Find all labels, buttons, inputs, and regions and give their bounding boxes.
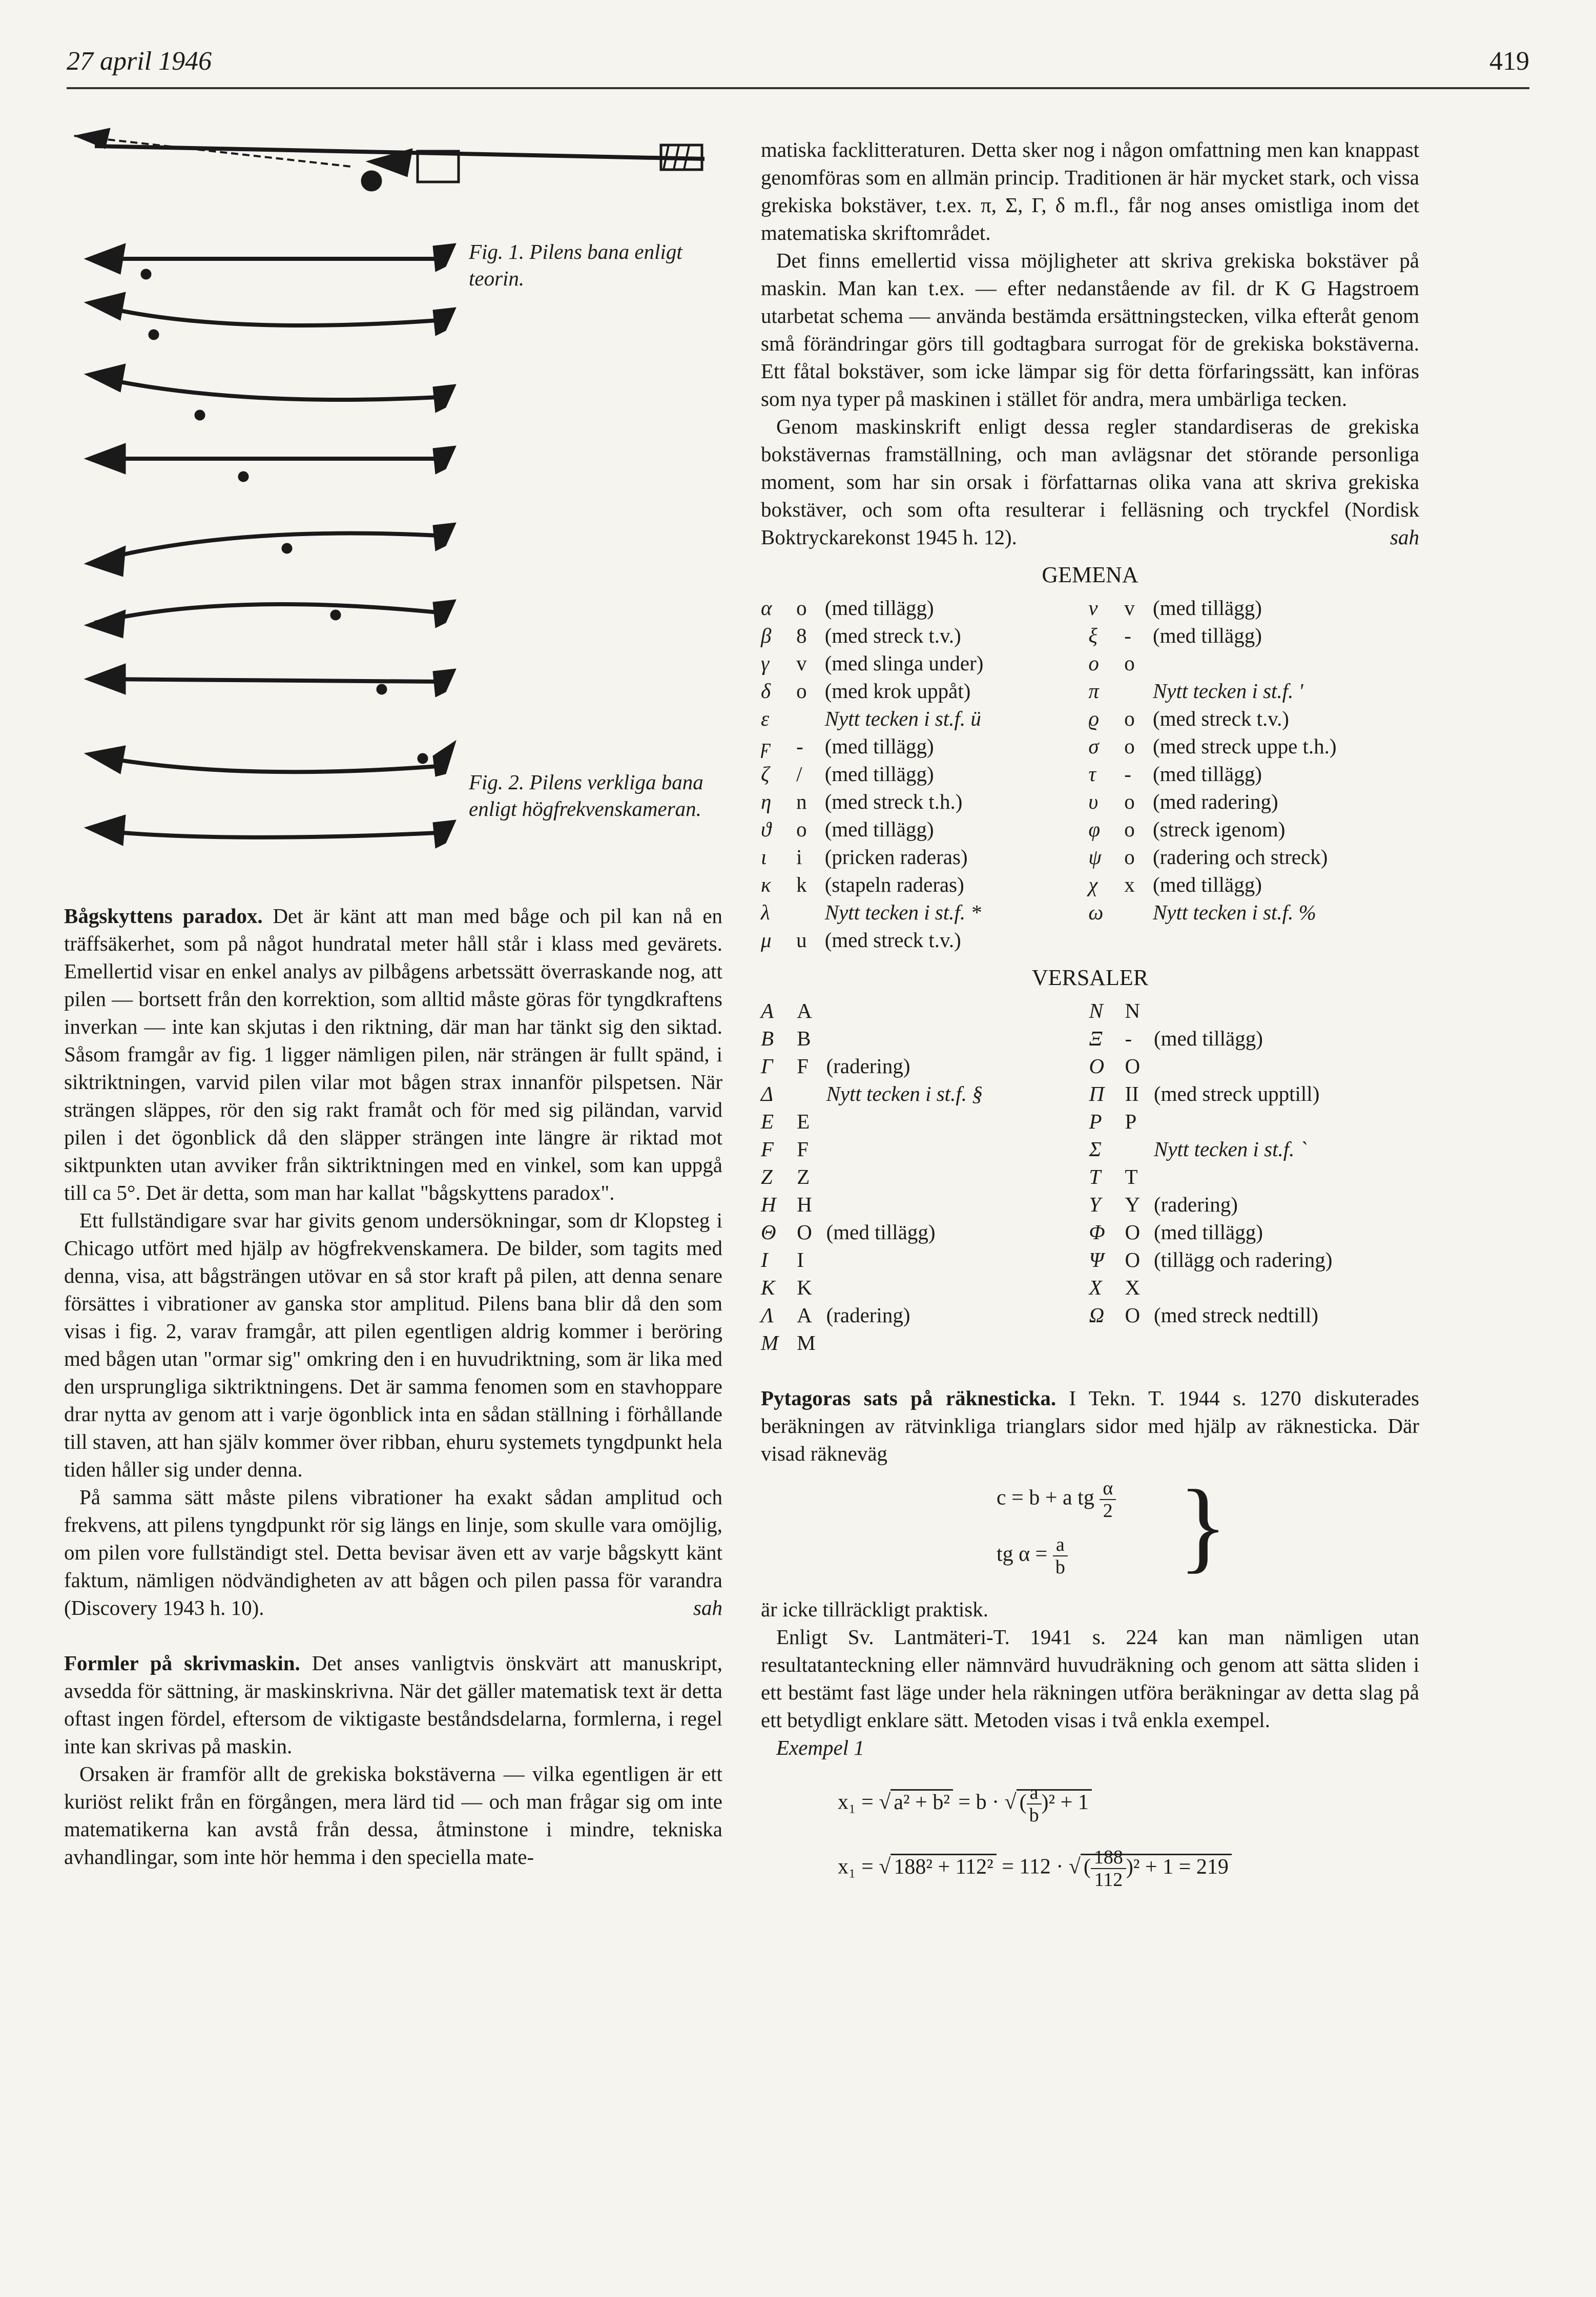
greek-symbol: ϱ	[1088, 707, 1100, 730]
greek-symbol: ι	[761, 845, 767, 869]
greek-symbol: γ	[761, 651, 770, 675]
replacement-note	[1153, 649, 1419, 677]
eq-text: ² + 1 = 219	[1133, 1855, 1229, 1879]
replacement-char: n	[796, 790, 807, 813]
replacement-note: (med tillägg)	[824, 817, 934, 841]
letter-row	[761, 788, 1419, 815]
replacement-char: v	[796, 651, 807, 675]
formula-text: tg α =	[997, 1542, 1048, 1566]
replacement-char: F	[797, 1137, 809, 1161]
replacement-note	[826, 1246, 1089, 1274]
replacement-char: -	[1124, 762, 1131, 786]
eq-root-frac: ( $\frac{188}{112}$ )² + 1 = 219	[1081, 1854, 1232, 1879]
page-header	[67, 46, 1529, 89]
replacement-char: K	[797, 1276, 812, 1299]
fraction-denominator: b	[1029, 1804, 1039, 1826]
paragraph-with-signature	[64, 1483, 722, 1622]
greek-symbol: Λ	[761, 1303, 774, 1327]
replacement-note: Nytt tecken i st.f. `	[1154, 1137, 1307, 1161]
replacement-note: (streck igenom)	[1152, 817, 1286, 841]
fig2-center-dots	[149, 330, 428, 764]
replacement-note: (radering och streck)	[1152, 845, 1328, 869]
replacement-note: (tillägg och radering)	[1154, 1248, 1333, 1271]
replacement-note: (med tillägg)	[1152, 624, 1262, 647]
greek-symbol: Ω	[1089, 1303, 1105, 1327]
paragraph-text: I Tekn. T. 1944 s. 1270 diskuterades beräkningen av rätvinkliga trianglars sidor med hjälp av räknesticka. Där visad räkneväg	[761, 1386, 1420, 1465]
greek-symbol: ω	[1088, 900, 1104, 924]
replacement-char: P	[1125, 1110, 1137, 1133]
author-signature: sah	[693, 1596, 722, 1619]
greek-symbol: Χ	[1089, 1276, 1102, 1299]
greek-symbol: φ	[1088, 817, 1101, 841]
letter-row	[761, 815, 1419, 843]
greek-symbol: ϑ	[761, 817, 772, 841]
replacement-note	[826, 1274, 1089, 1301]
replacement-note	[826, 1191, 1089, 1218]
replacement-char: II	[1125, 1082, 1139, 1105]
replacement-char: B	[797, 1027, 811, 1050]
replacement-char: O	[1125, 1303, 1141, 1327]
letter-row	[761, 1329, 1419, 1357]
greek-symbol: υ	[1088, 790, 1098, 813]
replacement-char	[797, 1080, 826, 1108]
replacement-char	[1124, 898, 1153, 926]
greek-symbol: Φ	[1089, 1220, 1105, 1244]
letter-row	[761, 1080, 1419, 1108]
equation-1: x₁ = √ a² + b² = b · √ ( $\frac{a}{b}$ )² + 1	[838, 1782, 1419, 1826]
issue-date: 27 april 1946	[67, 47, 212, 76]
letter-row	[761, 1108, 1419, 1135]
greek-symbol: Ψ	[1089, 1248, 1104, 1271]
replacement-note: (med streck t.v.)	[1152, 707, 1289, 730]
letter-row	[761, 622, 1419, 649]
fig1-bow-arrow-drawing	[74, 128, 704, 191]
fraction-denominator: b	[1055, 1556, 1065, 1578]
replacement-char: T	[1125, 1165, 1138, 1188]
replacement-char: X	[1125, 1276, 1141, 1299]
greek-symbol: Σ	[1089, 1137, 1102, 1161]
page-number: 419	[1489, 47, 1529, 76]
greek-symbol: δ	[761, 679, 771, 703]
greek-symbol: ε	[761, 707, 770, 730]
greek-symbol: κ	[761, 873, 771, 896]
replacement-note: (med tillägg)	[1152, 762, 1262, 786]
greek-symbol: Ξ	[1089, 1027, 1103, 1050]
replacement-char: o	[796, 817, 807, 841]
greek-symbol: σ	[1088, 734, 1099, 758]
replacement-char: u	[796, 928, 807, 952]
replacement-char	[1124, 677, 1153, 705]
greek-symbol	[1088, 926, 1124, 954]
paragraph-pytagoras	[761, 1384, 1419, 1467]
paragraph: Ett fullständigare svar har givits genom undersökningar, som dr Klopsteg i Chicago utfört med hjälp av högfrekvenskamera. De bilder, som tagits med denna, visa, att bågsträngen utövar en så stor kraft på pilen, att denna senare försättes i vibrationer av ganska stor amplitud. Pilens bana blir då den som visas i fig. 2, varav framgår, att pilen egentligen aldrig kommer i beröring med bågen utan "ormar sig" omkring den i en huvudriktning, som är lika med den ursprungliga siktriktningens. Det är samma fenomen som en stavhoppare drar nytta av genom att i varje ögonblick inta en sådan ställning i förhållande till staven, att han själv kommer över ribban, ehuru systemets tyngdpunkt hela tiden håller sig under denna.	[64, 1208, 722, 1481]
eq-root-frac: ( $\frac{a}{b}$ )² + 1	[1017, 1789, 1092, 1814]
replacement-note	[826, 1163, 1089, 1191]
replacement-char	[1124, 926, 1153, 954]
greek-symbol: α	[761, 596, 772, 620]
letter-row	[761, 705, 1419, 732]
replacement-note	[826, 1024, 1089, 1052]
replacement-char: F	[797, 1054, 809, 1078]
eq-text: x₁ =	[838, 1855, 879, 1879]
replacement-note: (med tillägg)	[824, 596, 934, 620]
eq-root: a² + b²	[890, 1789, 953, 1814]
replacement-char: o	[1124, 734, 1135, 758]
fraction-numerator: α	[1100, 1478, 1116, 1500]
replacement-char: o	[796, 596, 807, 620]
replacement-char: H	[797, 1193, 812, 1216]
letter-row	[761, 1024, 1419, 1052]
replacement-char: i	[796, 845, 802, 869]
replacement-char: o	[1124, 845, 1135, 869]
formula-fraction	[1100, 1478, 1116, 1522]
fig2-caption: Fig. 2. Pilens verkliga bana enligt högfrekvenskameran.	[469, 770, 703, 821]
greek-symbol: Υ	[1089, 1193, 1101, 1216]
replacement-note	[826, 997, 1089, 1024]
replacement-note	[826, 1108, 1089, 1135]
paragraph-text: Det anses vanligtvis önskvärt att manuskript, avsedda för sättning, är maskinskrivna. När det gäller matematisk text är detta oftast ingen fördel, eftersom de viktigaste beståndsdelarna, formlerna, i regel inte kan skrivas på maskin.	[64, 1651, 722, 1758]
fraction-numerator: a	[1027, 1782, 1042, 1804]
replacement-note: (med streck upptill)	[1154, 1082, 1320, 1105]
replacement-char: o	[1124, 790, 1135, 813]
fig1-arrow-path	[85, 243, 456, 279]
formula-line-2	[997, 1534, 1068, 1578]
right-column	[761, 136, 1419, 1911]
replacement-char	[796, 898, 825, 926]
greek-symbol: η	[761, 790, 772, 813]
letter-row	[761, 1246, 1419, 1274]
eq-text: ² + 1	[1048, 1790, 1089, 1814]
letter-row	[761, 843, 1419, 871]
greek-symbol: ξ	[1088, 624, 1097, 647]
replacement-note	[1154, 1108, 1419, 1135]
fig2-arrow-paths	[95, 305, 438, 837]
greek-symbol: Ε	[761, 1110, 774, 1133]
greek-symbol: Α	[761, 999, 774, 1022]
paragraph: Orsaken är framför allt de grekiska bokstäverna — vilka egentligen är ett kuriöst relikt från en förgången, mera lärd tid — och man frågar sig om inte matematikerna kan avstå från dessa, åtminstone i mindre, tekniska avhandlingar, som inte hör hemma i den speciella mate-	[64, 1762, 722, 1869]
replacement-note: Nytt tecken i st.f. ü	[824, 707, 981, 730]
replacement-note: (med tillägg)	[824, 734, 934, 758]
replacement-char: /	[796, 762, 802, 786]
greek-symbol: ψ	[1088, 845, 1102, 869]
eq-text: = b ·	[952, 1790, 1005, 1814]
versaler-table	[761, 997, 1419, 1357]
replacement-note: (radering)	[1154, 1193, 1238, 1216]
replacement-note: (med radering)	[1152, 790, 1278, 813]
versaler-title: VERSALER	[1031, 965, 1149, 990]
letter-row	[761, 1135, 1419, 1163]
replacement-note	[1154, 1274, 1419, 1301]
letter-row	[761, 1218, 1419, 1246]
replacement-note: (med streck t.v.)	[824, 624, 961, 647]
replacement-char: 8	[796, 624, 807, 647]
replacement-char: v	[1124, 596, 1135, 620]
replacement-note	[826, 1329, 1089, 1357]
replacement-note: (med streck t.h.)	[824, 790, 963, 813]
greek-symbol: Δ	[761, 1082, 774, 1105]
right-brace: }	[1178, 1469, 1228, 1583]
paragraph: Enligt Sv. Lantmäteri-T. 1941 s. 224 kan man nämligen utan resultatanteckning eller nämnvärd huvudräkning och genom att sätta sliden i ett bestämt fast läge under hela räkningen utföra beräkningar av detta slag på ett betydligt enklare sätt. Metoden visas i två enkla exempel.	[761, 1625, 1419, 1732]
fraction-numerator: a	[1053, 1534, 1068, 1556]
greek-symbol: o	[1088, 651, 1099, 675]
greek-symbol: F	[761, 1137, 774, 1161]
replacement-char: o	[1124, 651, 1135, 675]
replacement-char: o	[796, 679, 807, 703]
paragraph-formler	[64, 1649, 722, 1760]
replacement-char: O	[797, 1220, 812, 1244]
greek-symbol: ν	[1088, 596, 1098, 620]
greek-symbol: Θ	[761, 1220, 776, 1244]
greek-symbol: ϝ	[761, 734, 771, 758]
replacement-char	[1125, 1329, 1154, 1357]
letter-row	[761, 1274, 1419, 1301]
replacement-note: Nytt tecken i st.f. %	[1152, 900, 1316, 924]
greek-symbol: Μ	[761, 1331, 779, 1355]
replacement-char: N	[1125, 999, 1141, 1022]
fraction-denominator: 2	[1103, 1500, 1113, 1522]
eq-text: x₁ =	[838, 1790, 879, 1814]
replacement-note: (med streck uppe t.h.)	[1152, 734, 1337, 758]
replacement-char: -	[1125, 1027, 1132, 1050]
replacement-note: (med tillägg)	[1154, 1220, 1263, 1244]
replacement-char: k	[796, 873, 807, 896]
replacement-note: (med tillägg)	[1154, 1027, 1263, 1050]
replacement-note	[1153, 926, 1419, 954]
section-title-bagskyttens: Bågskyttens paradox.	[64, 904, 263, 928]
replacement-char: E	[797, 1110, 810, 1133]
letter-row	[761, 732, 1419, 760]
replacement-note: (med tillägg)	[824, 762, 934, 786]
replacement-char: -	[1124, 624, 1131, 647]
fraction-denominator: 112	[1094, 1869, 1123, 1891]
paragraph: matiska facklitteraturen. Detta sker nog i någon omfattning men kan knappast genomföras som en allmän princip. Traditionen är här mycket stark, och vissa grekiska bokstäver, t.ex. π, Σ, Γ, δ m.fl., får nog anses omistliga inom det matematiska skriftområdet.	[761, 138, 1419, 244]
replacement-note	[1154, 997, 1419, 1024]
formula-fraction	[1053, 1534, 1068, 1578]
greek-symbol	[1089, 1329, 1125, 1357]
replacement-note: (med tillägg)	[1152, 873, 1262, 896]
author-signature: sah	[1390, 525, 1419, 549]
gemena-title: GEMENA	[1042, 562, 1138, 587]
replacement-note: Nytt tecken i st.f. §	[826, 1082, 983, 1105]
section-title-pytagoras: Pytagoras sats på räknesticka.	[761, 1386, 1056, 1410]
arrow-figures	[64, 120, 730, 864]
greek-symbol: Π	[1089, 1082, 1105, 1105]
replacement-char: M	[797, 1331, 816, 1355]
replacement-note: (stapeln raderas)	[824, 873, 964, 896]
paragraph-with-signature	[761, 413, 1419, 551]
equation-2: x₁ = √ 188² + 112² = 112 · √ ( $\frac{188}{112}$ )² + 1 = 219	[838, 1847, 1419, 1891]
formula-line-1	[997, 1478, 1116, 1522]
paragraph-bagskyttens	[64, 902, 722, 1206]
paragraph-text: På samma sätt måste pilens vibrationer ha exakt sådan amplitud och frekvens, att pilens tyngdpunkt rör sig längs en linje, som skulle vara omöjlig, om pilen vore fullständigt stel. Detta bevisar även ett av varje bågskytt känt faktum, nämligen nödvändigheten av att bågen och pilen passa för varandra (Discovery 1943 h. 10).	[64, 1485, 722, 1619]
letter-row	[761, 1052, 1419, 1080]
greek-symbol: Β	[761, 1027, 774, 1050]
greek-symbol: Γ	[761, 1054, 773, 1078]
replacement-note: (radering)	[826, 1054, 910, 1078]
replacement-char: o	[1124, 817, 1135, 841]
replacement-note: (med tillägg)	[1152, 596, 1262, 620]
letter-row	[761, 594, 1419, 622]
replacement-char: O	[1125, 1054, 1141, 1078]
replacement-note: (med tillägg)	[826, 1220, 936, 1244]
replacement-note: (radering)	[826, 1303, 910, 1327]
replacement-char: Y	[1125, 1193, 1141, 1216]
replacement-note: (med streck nedtill)	[1154, 1303, 1319, 1327]
greek-symbol: Ο	[1089, 1054, 1105, 1078]
section-title-formler: Formler på skrivmaskin.	[64, 1651, 300, 1675]
greek-symbol: Ν	[1089, 999, 1103, 1022]
eq-text: = 112 ·	[996, 1855, 1069, 1879]
greek-symbol: Η	[761, 1193, 776, 1216]
replacement-char	[1125, 1135, 1154, 1163]
greek-symbol: ζ	[761, 762, 770, 786]
eq-root: 188² + 112²	[890, 1854, 996, 1879]
replacement-note	[826, 1135, 1089, 1163]
replacement-char	[796, 705, 825, 732]
letter-row	[761, 677, 1419, 705]
replacement-char: x	[1124, 873, 1135, 896]
formula-block	[761, 1467, 1419, 1595]
letter-row	[761, 649, 1419, 677]
replacement-char: A	[797, 999, 812, 1022]
formula-text: c = b + a tg	[997, 1486, 1094, 1510]
gemena-table	[761, 594, 1419, 954]
replacement-char: o	[1124, 707, 1135, 730]
greek-symbol: τ	[1088, 762, 1096, 786]
greek-symbol: π	[1088, 679, 1099, 703]
greek-symbol: λ	[761, 900, 770, 924]
letter-row	[761, 926, 1419, 954]
paragraph: Det finns emellertid vissa möjligheter att skriva grekiska bokstäver på maskin. Man kan t.ex. — efter nedanstående av fil. dr K G Hagstroem utarbetat schema — använda bestämda ersättningstecken, vilka efteråt genom små förändringar görs till godtagbara surrogat för de grekiska bokstäverna. Ett fåtal bokstäver, som icke lämpar sig för detta förfaringssätt, kan införas som nya typer på maskinen i stället för andra, mera umbärliga tecken.	[761, 249, 1419, 411]
fig1-caption: Fig. 1. Pilens bana enligt teorin.	[469, 240, 682, 290]
replacement-char: -	[796, 734, 803, 758]
greek-symbol: Τ	[1089, 1165, 1101, 1188]
letter-row	[761, 871, 1419, 898]
replacement-char: O	[1125, 1220, 1141, 1244]
paragraph-text: Genom maskinskrift enligt dessa regler standardiseras de grekiska bokstävernas framställning, och man avlägsnar det störande personliga moment, som har sin orsak i författarnas olika vana att skriva grekiska bokstäver, och som ofta resulterar i felläsning och tryckfel (Nordisk Boktryckarekonst 1945 h. 12).	[761, 415, 1419, 549]
greek-symbol: Ρ	[1089, 1110, 1102, 1133]
replacement-char: A	[797, 1303, 812, 1327]
replacement-note	[1154, 1329, 1419, 1357]
greek-symbol: χ	[1088, 873, 1098, 896]
replacement-note	[1154, 1163, 1419, 1191]
replacement-note: (pricken raderas)	[824, 845, 968, 869]
letter-row	[761, 997, 1419, 1024]
replacement-note: (med streck t.v.)	[824, 928, 961, 952]
greek-symbol: Ζ	[761, 1165, 773, 1188]
replacement-note: Nytt tecken i st.f. '	[1152, 679, 1303, 703]
paragraph: är icke tillräckligt praktisk.	[761, 1597, 989, 1621]
replacement-char: O	[1125, 1248, 1141, 1271]
letter-row	[761, 898, 1419, 926]
replacement-note	[1154, 1052, 1419, 1080]
greek-symbol: Κ	[761, 1276, 775, 1299]
paragraph-text: Det är känt att man med båge och pil kan nå en träffsäkerhet, som på något hundratal meter håll står i klass med gevärets. Emellertid visar en enkel analys av pilbågens arbetssätt överraskande nog, att pilen — bortsett från den korrektion, som alltid måste göras för tyngdkraftens inverkan — inte kan skjutas i den riktning, där man har tänkt sig den siktad. Såsom framgår av fig. 1 ligger nämligen pilen, när strängen är fullt spänd, i siktriktningen, varvid pilen vilar mot bågen strax innanför pilspetsen. När strängen släppes, rör den sig rakt framåt och för med sig piländan, varvid pilen i det ögonblick då den släpper strängen inte längre är riktad mot siktpunkten utan avviker från siktriktningen med en vinkel, som kan uppgå till ca 5°. Det är detta, som man har kallat "bågskyttens paradox".	[64, 904, 723, 1204]
fraction-numerator: 188	[1091, 1847, 1126, 1869]
letter-row	[761, 1301, 1419, 1329]
replacement-note: (med krok uppåt)	[824, 679, 971, 703]
replacement-char: Z	[797, 1165, 810, 1188]
greek-symbol: β	[761, 624, 772, 647]
replacement-note: Nytt tecken i st.f. *	[824, 900, 981, 924]
replacement-char: I	[797, 1248, 804, 1271]
letter-row	[761, 760, 1419, 788]
example-title: Exempel 1	[776, 1736, 864, 1759]
replacement-note: (med slinga under)	[824, 651, 984, 675]
letter-row	[761, 1163, 1419, 1191]
left-column	[64, 902, 722, 1871]
letter-row	[761, 1191, 1419, 1218]
greek-symbol: μ	[761, 928, 772, 952]
greek-symbol: Ι	[761, 1248, 768, 1271]
